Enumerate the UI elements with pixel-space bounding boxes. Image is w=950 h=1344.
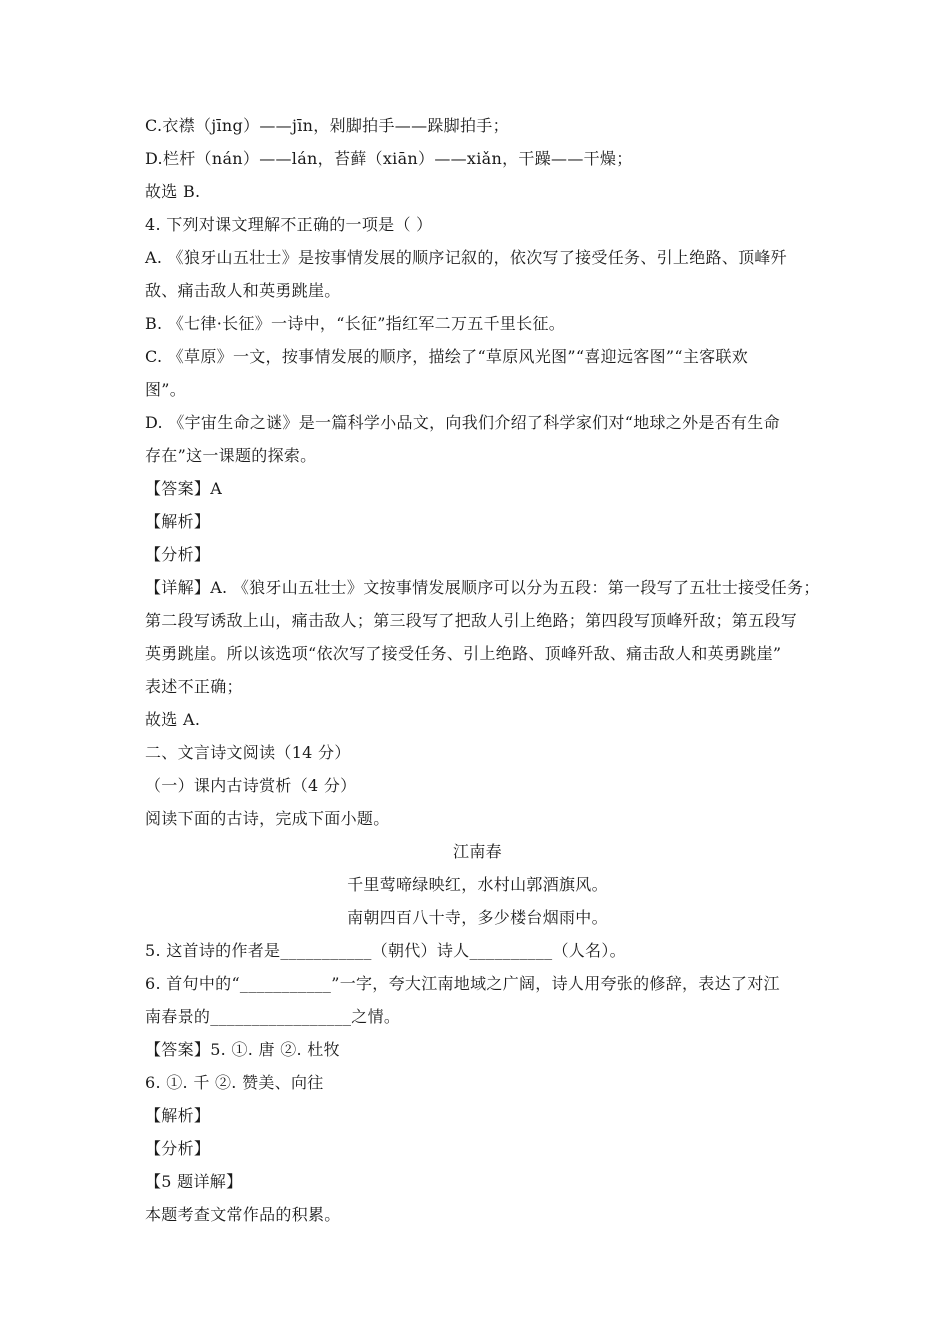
- poem-line-2: 南朝四百八十寺，多少楼台烟雨中。: [347, 908, 608, 927]
- analysis-label-2: 【解析】: [145, 1106, 211, 1125]
- question-4-option-a-cont: 敌、痛击敌人和英勇跳崖。: [145, 281, 341, 300]
- question-4-option-d: D. 《宇宙生命之谜》是一篇科学小品文，向我们介绍了科学家们对“地球之外是否有生命: [145, 413, 780, 432]
- detail-5-text: 本题考查文常作品的积累。: [145, 1205, 341, 1224]
- question-6-cont: 南春景的_________________之情。: [145, 1007, 401, 1026]
- question-6: 6. 首句中的“___________”一字，夸大江南地域之广阔，诗人用夸张的修辞，表达了对江: [145, 974, 780, 993]
- question-5: 5. 这首诗的作者是___________（朝代）诗人__________（人名）。: [145, 941, 626, 960]
- detail-line-4: 表述不正确；: [145, 677, 243, 696]
- option-d-line: D.栏杆（nán）——lán，苔藓（xiān）——xiǎn，干躁——干燥；: [145, 149, 633, 168]
- answer-5-line: 【答案】5. ①. 唐 ②. 杜牧: [145, 1040, 340, 1059]
- answer-choice-line: 故选 B.: [145, 182, 201, 201]
- detail-line-3: 英勇跳崖。所以该选项“依次写了接受任务、引上绝路、顶峰歼敌、痛击敌人和英勇跳崖”: [145, 644, 782, 663]
- answer-6-line: 6. ①. 千 ②. 赞美、向往: [145, 1073, 324, 1092]
- question-4-option-c: C. 《草原》一文，按事情发展的顺序，描绘了“草原风光图”“喜迎远客图”“主客联欢: [145, 347, 749, 366]
- fenxi-label: 【分析】: [145, 545, 211, 564]
- detail-line-2: 第二段写诱敌上山，痛击敌人；第三段写了把敌人引上绝路；第四段写顶峰歼敌；第五段写: [145, 611, 798, 630]
- question-4-stem: 4. 下列对课文理解不正确的一项是（ ）: [145, 215, 433, 234]
- answer-choice-a-line: 故选 A.: [145, 710, 201, 729]
- instruction-line: 阅读下面的古诗，完成下面小题。: [145, 809, 390, 828]
- detail-5-label: 【5 题详解】: [145, 1172, 243, 1191]
- analysis-label: 【解析】: [145, 512, 211, 531]
- poem-title: 江南春: [453, 842, 502, 861]
- fenxi-label-2: 【分析】: [145, 1139, 211, 1158]
- poem-line-1: 千里莺啼绿映红，水村山郭酒旗风。: [347, 875, 608, 894]
- question-4-option-c-cont: 图”。: [145, 380, 187, 399]
- subsection-heading: （一）课内古诗赏析（4 分）: [145, 776, 357, 795]
- option-c-line: C.衣襟（jīng）——jīn，剁脚拍手——跺脚拍手；: [145, 116, 509, 135]
- question-4-option-b: B. 《七律·长征》一诗中，“长征”指红军二万五千里长征。: [145, 314, 566, 333]
- detail-line-1: 【详解】A. 《狼牙山五壮士》文按事情发展顺序可以分为五段：第一段写了五壮士接受任务；: [145, 578, 820, 597]
- answer-label: 【答案】A: [145, 479, 223, 498]
- section-2-heading: 二、文言诗文阅读（14 分）: [145, 743, 351, 762]
- question-4-option-d-cont: 存在”这一课题的探索。: [145, 446, 317, 465]
- question-4-option-a: A. 《狼牙山五壮士》是按事情发展的顺序记叙的，依次写了接受任务、引上绝路、顶峰歼: [145, 248, 788, 267]
